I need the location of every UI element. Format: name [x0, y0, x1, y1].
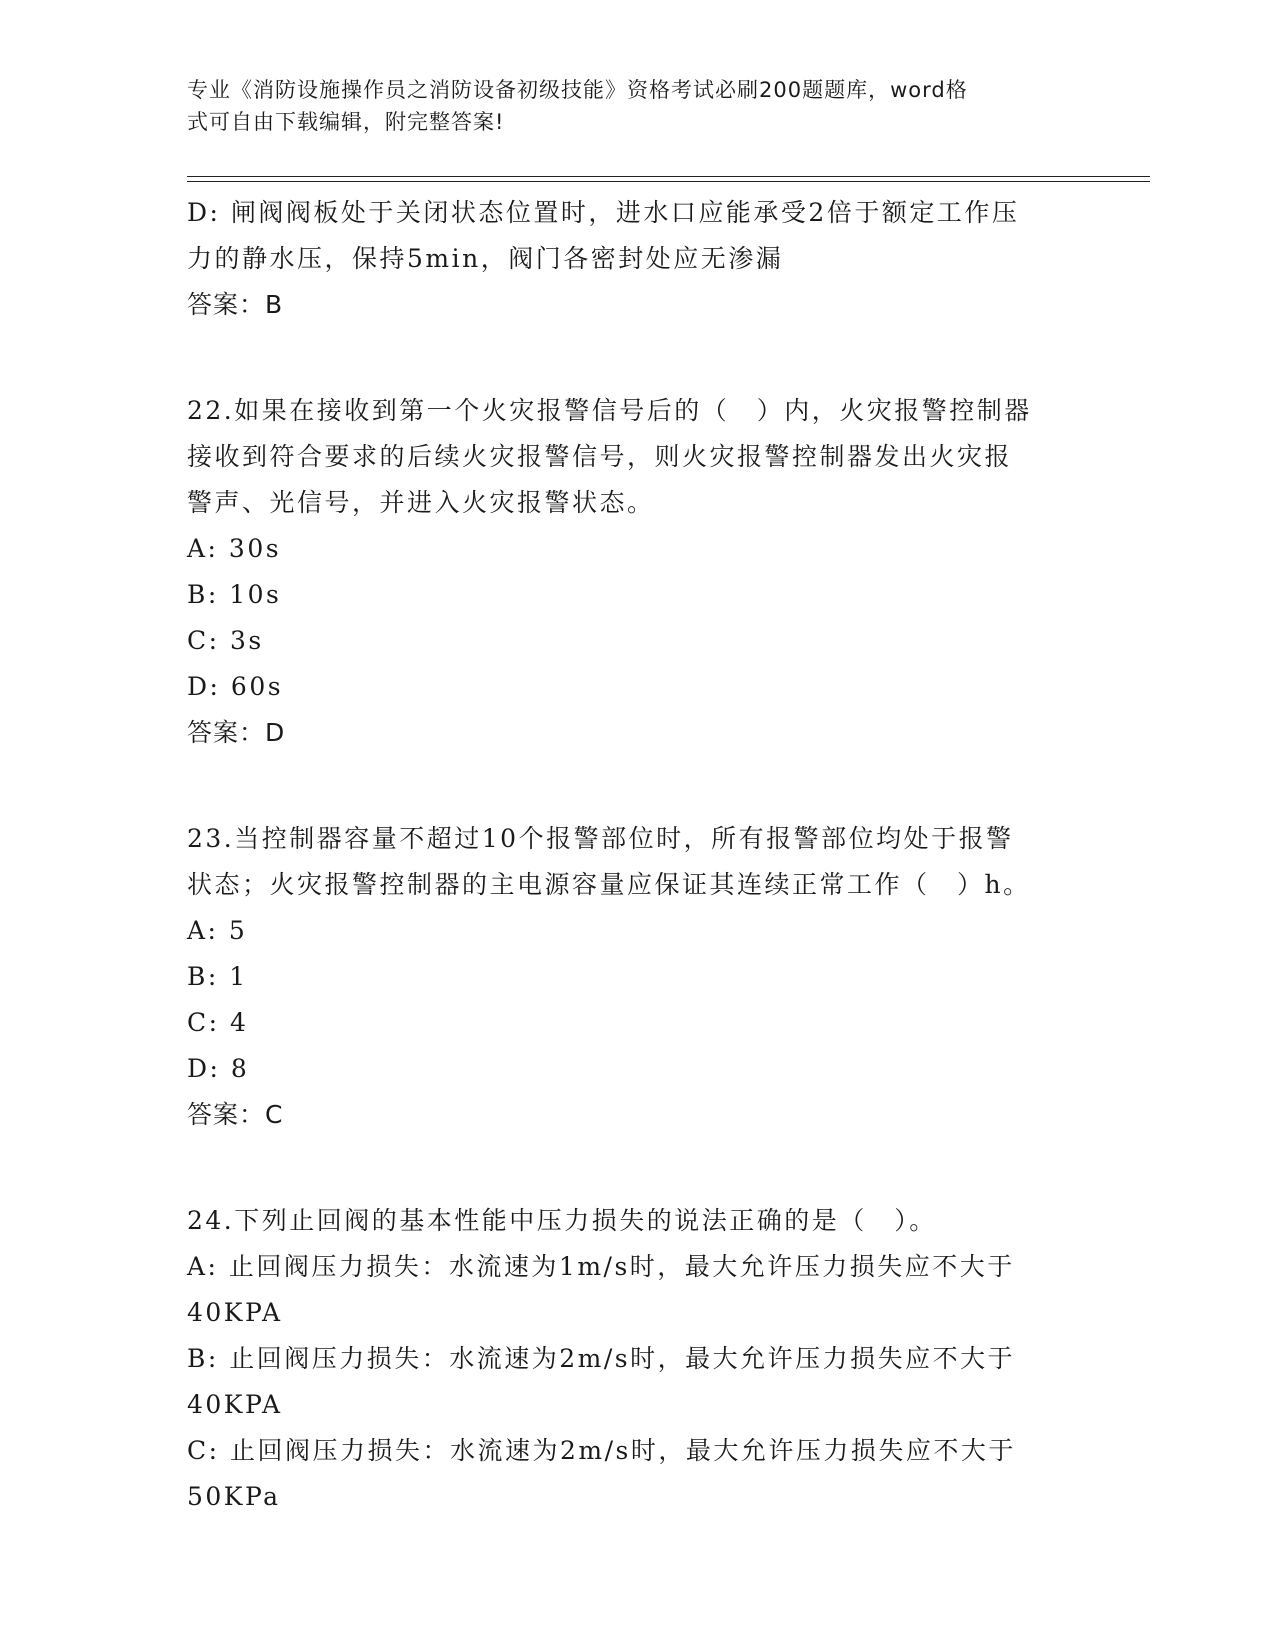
question-23: [187, 816, 1067, 1138]
header-divider-bottom: [187, 181, 1150, 182]
answer-label: 答案：B: [187, 290, 284, 319]
question-stem-line-3: 警声、光信号，并进入火灾报警状态。: [187, 488, 655, 517]
question-content: [187, 190, 1067, 1520]
question-stem-line-1: 24.下列止回阀的基本性能中压力损失的说法正确的是（ ）。: [187, 1206, 937, 1235]
option-b: B: 1: [187, 962, 248, 991]
option-d: D: 60s: [187, 672, 284, 701]
question-stem-line-2: 接收到符合要求的后续火灾报警信号，则火灾报警控制器发出火灾报: [187, 442, 1013, 471]
previous-question-tail: [187, 190, 1067, 328]
option-d: D: 8: [187, 1054, 250, 1083]
option-a-line-1: A: 止回阀压力损失：水流速为1m/s时，最大允许压力损失应不大于: [187, 1252, 1015, 1281]
question-stem-line-1: 23.当控制器容量不超过10个报警部位时，所有报警部位均处于报警: [187, 824, 1014, 853]
header-line-1: 专业《消防设施操作员之消防设备初级技能》资格考试必刷200题题库，word格: [187, 78, 968, 102]
question-22: [187, 388, 1067, 756]
option-b-line-1: B: 止回阀压力损失：水流速为2m/s时，最大允许压力损失应不大于: [187, 1344, 1016, 1373]
answer-label: 答案：C: [187, 1100, 284, 1129]
option-a-line-2: 40KPA: [187, 1298, 283, 1327]
option-c-line-2: 50KPa: [187, 1482, 281, 1511]
header-divider-top: [187, 176, 1150, 177]
option-a: A: 5: [187, 916, 248, 945]
option-b: B: 10s: [187, 580, 282, 609]
option-d-line-2: 力的静水压，保持5min，阀门各密封处应无渗漏: [187, 244, 784, 273]
option-a: A: 30s: [187, 534, 282, 563]
question-stem-line-1: 22.如果在接收到第一个火灾报警信号后的（ ）内，火灾报警控制器: [187, 396, 1032, 425]
document-header: [187, 74, 1067, 138]
option-d-line-1: D: 闸阀阀板处于关闭状态位置时，进水口应能承受2倍于额定工作压: [187, 198, 1020, 227]
option-c: C: 3s: [187, 626, 264, 655]
option-c-line-1: C: 止回阀压力损失：水流速为2m/s时，最大允许压力损失应不大于: [187, 1436, 1016, 1465]
answer-label: 答案：D: [187, 718, 286, 747]
question-24: [187, 1198, 1067, 1520]
option-b-line-2: 40KPA: [187, 1390, 283, 1419]
question-stem-line-2: 状态；火灾报警控制器的主电源容量应保证其连续正常工作（ ）h。: [187, 870, 1031, 899]
header-line-2: 式可自由下载编辑，附完整答案!: [187, 110, 505, 134]
option-c: C: 4: [187, 1008, 249, 1037]
